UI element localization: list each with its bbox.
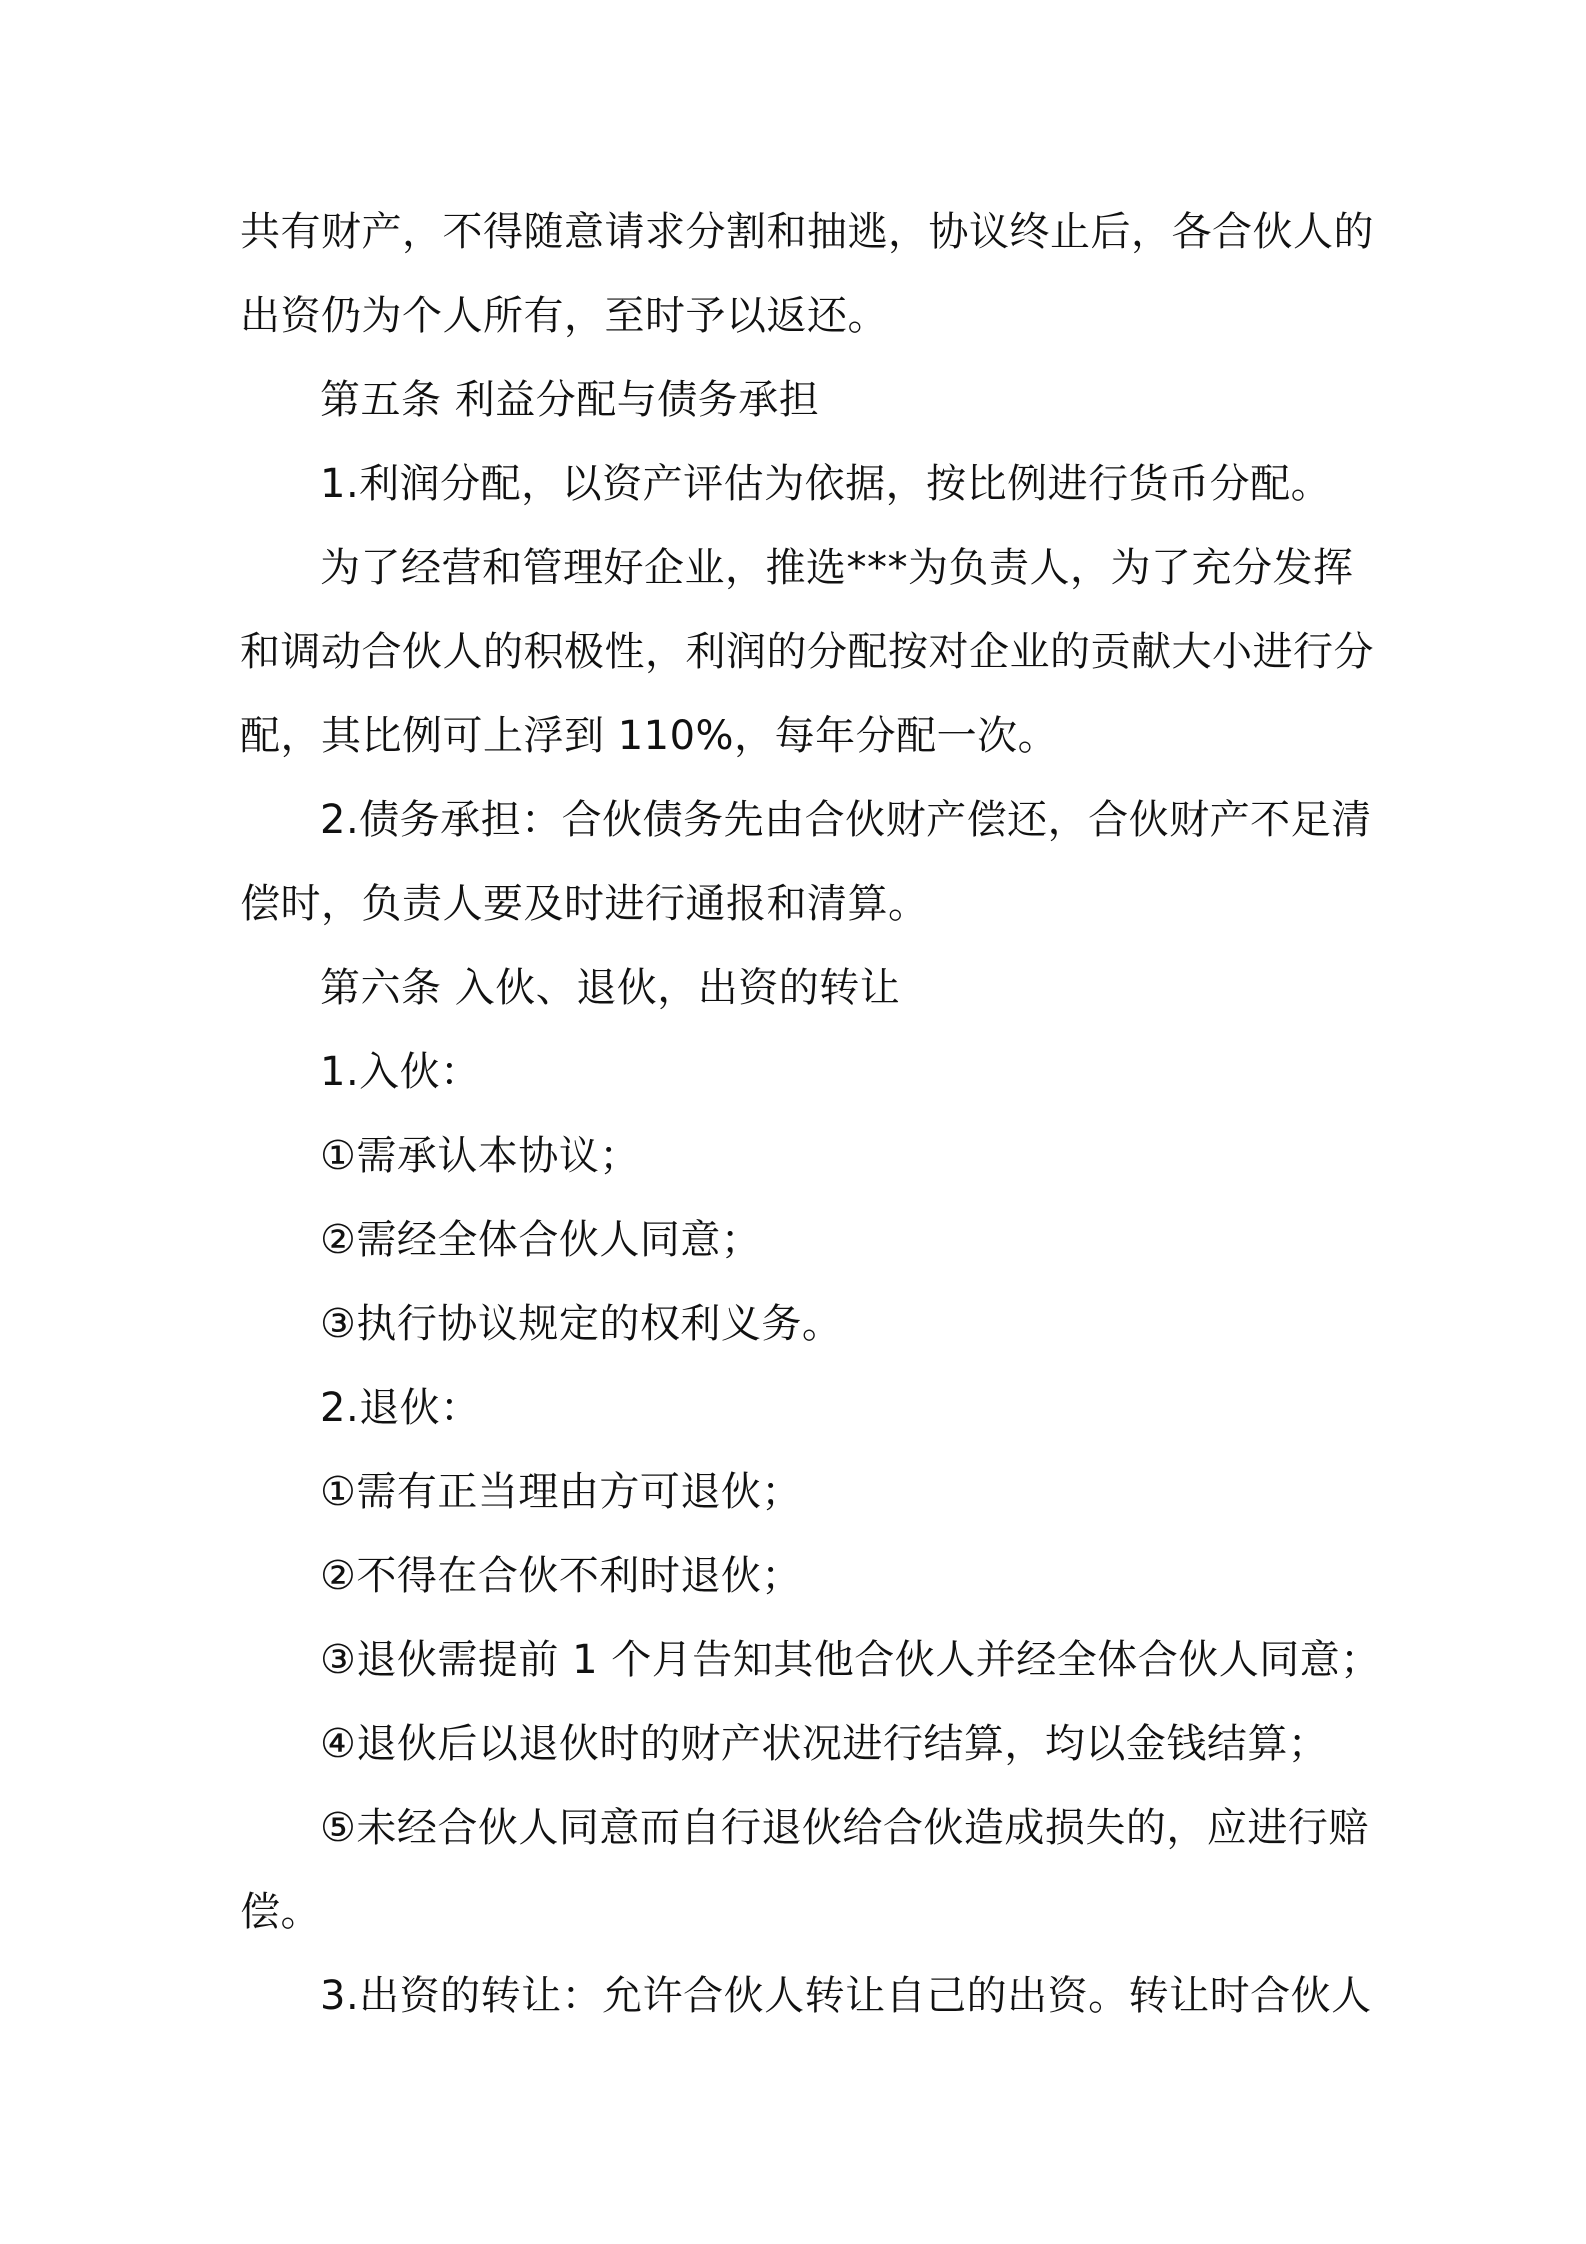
text-line: 1.入伙：: [320, 1049, 481, 1095]
list-item: ②需经全体合伙人同意；: [320, 1217, 762, 1263]
list-item: ⑤未经合伙人同意而自行退伙给合伙造成损失的，应进行赔: [320, 1805, 1369, 1851]
document-body: [240, 190, 1381, 2038]
text-line: 偿。: [240, 1889, 321, 1935]
text-line: 共有财产，不得随意请求分割和抽逃，协议终止后，各合伙人的: [240, 209, 1374, 255]
list-item: ③执行协议规定的权利义务。: [320, 1301, 843, 1347]
text-line: 和调动合伙人的积极性，利润的分配按对企业的贡献大小进行分: [240, 629, 1374, 675]
text-line: 2.退伙：: [320, 1385, 481, 1431]
article-heading: 第五条 利益分配与债务承担: [320, 377, 820, 423]
text-line: 3.出资的转让：允许合伙人转让自己的出资。转让时合伙人: [320, 1973, 1372, 2019]
text-line: 配，其比例可上浮到 110%，每年分配一次。: [240, 713, 1059, 759]
list-item: ④退伙后以退伙时的财产状况进行结算，均以金钱结算；: [320, 1721, 1329, 1767]
text-line: 为了经营和管理好企业，推选***为负责人，为了充分发挥: [320, 545, 1354, 591]
text-line: 2.债务承担：合伙债务先由合伙财产偿还，合伙财产不足清: [320, 797, 1372, 843]
text-line: 偿时，负责人要及时进行通报和清算。: [240, 881, 929, 927]
article-heading: 第六条 入伙、退伙，出资的转让: [320, 965, 901, 1011]
list-item: ①需有正当理由方可退伙；: [320, 1469, 802, 1515]
text-line: 出资仍为个人所有，至时予以返还。: [240, 293, 888, 339]
list-item: ①需承认本协议；: [320, 1133, 640, 1179]
text-line: 1.利润分配，以资产评估为依据，按比例进行货币分配。: [320, 461, 1332, 507]
list-item: ③退伙需提前 1 个月告知其他合伙人并经全体合伙人同意；: [320, 1637, 1381, 1683]
list-item: ②不得在合伙不利时退伙；: [320, 1553, 802, 1599]
